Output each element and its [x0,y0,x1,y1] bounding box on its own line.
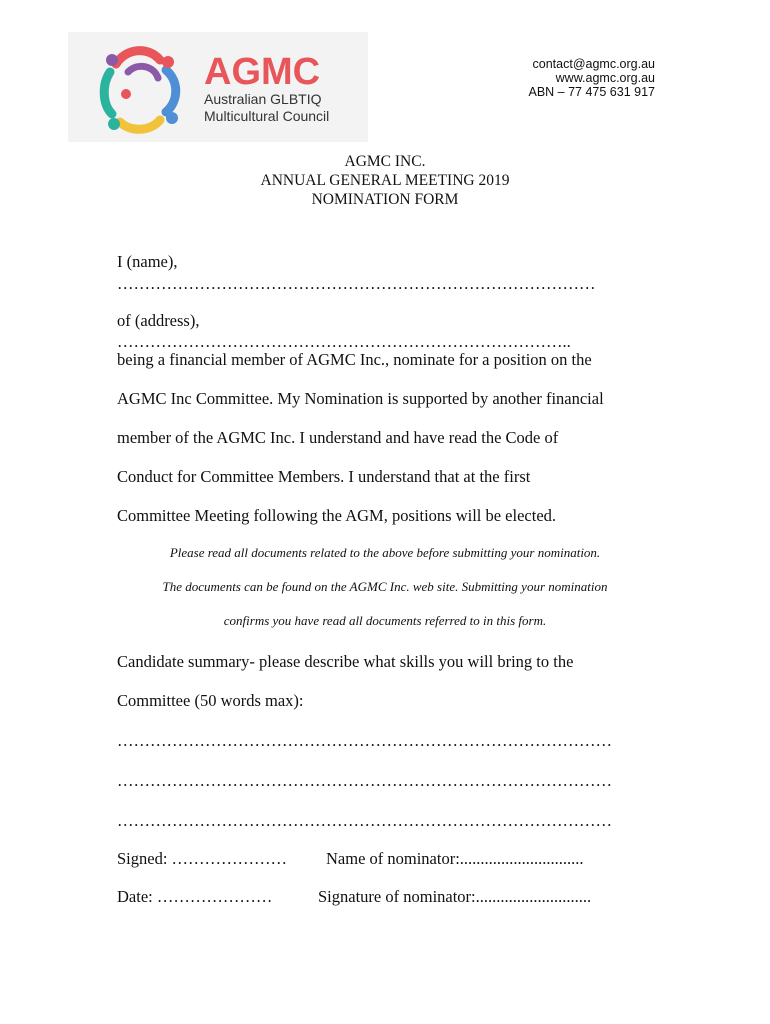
date-field[interactable]: Date: ………………… [117,887,273,906]
title-line-3: NOMINATION FORM [311,191,459,208]
logo-head-purple [106,54,118,66]
logo-head-small [121,89,131,99]
summary-field-line[interactable]: ……………………………………………………………………………… [117,811,612,830]
nominator-name-field[interactable]: Name of nominator:.............................. [326,849,584,868]
summary-field-line[interactable]: ……………………………………………………………………………… [117,731,612,750]
address-field[interactable]: ……………………………………………………………………….. [117,332,571,351]
contact-email[interactable]: contact@agmc.org.au [532,57,655,71]
body-line: Committee Meeting following the AGM, positions will be elected. [117,506,557,525]
title-line-2: ANNUAL GENERAL MEETING 2019 [260,172,510,189]
title-line-1: AGMC INC. [344,153,426,170]
note-line: The documents can be found on the AGMC Inc. web site. Submitting your nomination [162,579,608,594]
note-line: Please read all documents related to the above before submitting your nomination. [169,545,601,560]
name-field[interactable]: …………………………………………………………………………… [117,274,596,293]
agmc-logo [68,32,368,142]
body-line: Conduct for Committee Members. I understand that at the first [117,467,531,486]
signed-field[interactable]: Signed: ………………… [117,849,288,868]
logo-acronym: AGMC [204,51,321,93]
address-label: of (address), [117,311,200,330]
nominator-signature-field[interactable]: Signature of nominator:............................ [318,887,592,906]
summary-field-line[interactable]: ……………………………………………………………………………… [117,771,612,790]
logo-arc-yellow [120,120,160,129]
contact-website[interactable]: www.agmc.org.au [555,71,655,85]
logo-arc-teal [104,72,112,114]
logo-arc-purple [128,66,158,78]
document-title [0,152,770,209]
logo-name-line2: Multicultural Council [204,108,330,124]
summary-line: Candidate summary- please describe what skills you will bring to the [117,652,574,671]
logo-head-blue [166,112,178,124]
body-line: being a financial member of AGMC Inc., nominate for a position on the [117,350,592,369]
summary-line: Committee (50 words max): [117,691,304,710]
agmc-logo-graphic [68,32,368,142]
name-label: I (name), [117,252,178,271]
body-line: AGMC Inc Committee. My Nomination is supported by another financial [117,389,604,408]
body-line: member of the AGMC Inc. I understand and have read the Code of [117,428,559,447]
contact-abn: ABN – 77 475 631 917 [528,85,655,99]
note-line: confirms you have read all documents referred to in this form. [223,613,547,628]
logo-arc-red [116,51,160,64]
logo-name-line1: Australian GLBTIQ [204,91,322,107]
contact-block [529,57,656,99]
logo-head-teal [108,118,120,130]
logo-arc-blue [166,70,176,112]
logo-head-red [162,56,174,68]
